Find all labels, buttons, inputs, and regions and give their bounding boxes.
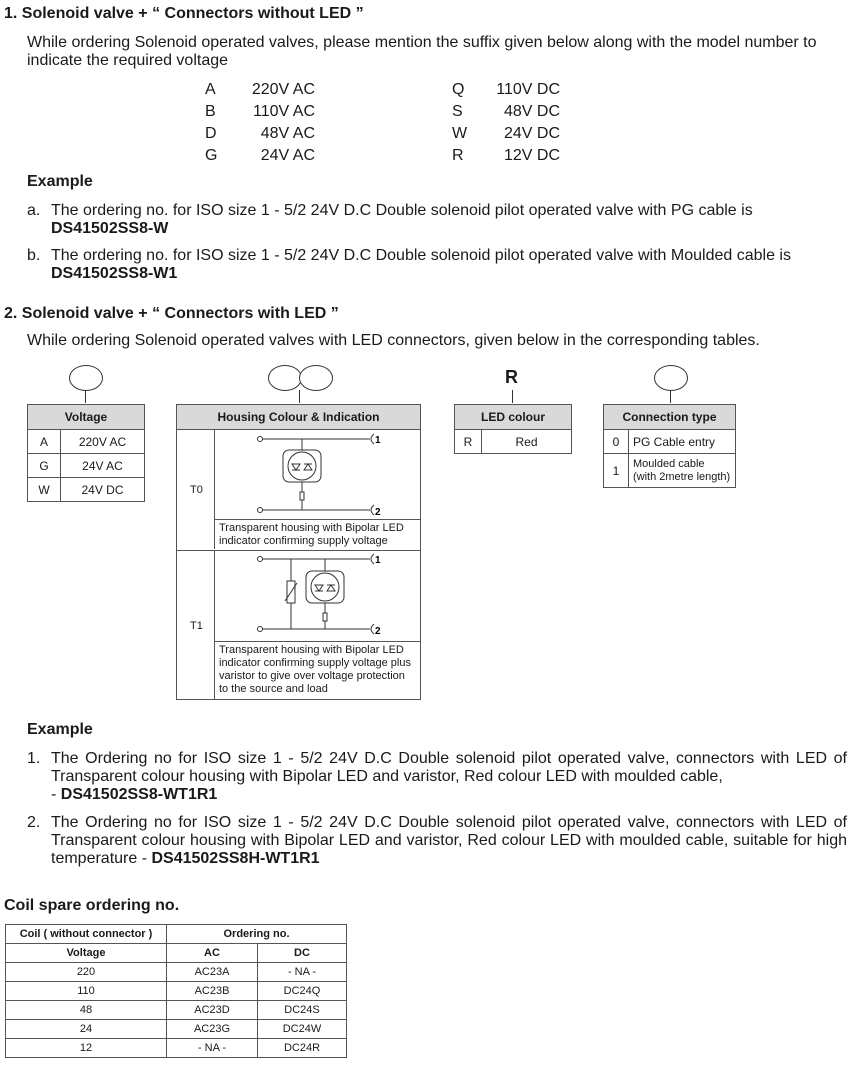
table-row: 24 AC23G DC24W (6, 1020, 347, 1039)
code-placeholder-circle (268, 365, 302, 391)
list-item: W 24V DC (452, 125, 560, 142)
voltage-list-right (452, 79, 560, 167)
voltage-list-left (205, 79, 323, 167)
column-header: DC (258, 944, 347, 963)
example-item-b: The ordering no. for ISO size 1 - 5/2 24V D.C Double solenoid pilot operated valve with Moulded cable is DS41502SS8-W1 (51, 247, 841, 283)
table-row: 220 AC23A - NA - (6, 963, 347, 982)
housing-table (176, 404, 421, 700)
terminal-label: 1 (375, 435, 381, 446)
table-title: Connection type (604, 405, 736, 430)
list-item: G 24V AC (205, 147, 315, 164)
column-header: Ordering no. (167, 925, 347, 944)
table-row: G 24V AC (28, 454, 145, 478)
column-header: Coil ( without connector ) (6, 925, 167, 944)
connector-line (299, 390, 300, 403)
housing-description: Transparent housing with Bipolar LED indicator confirming supply voltage (215, 519, 420, 550)
connector-line (85, 390, 86, 403)
ordering-code: DS41502SS8-W (51, 220, 169, 237)
table-row: 48 AC23D DC24S (6, 1001, 347, 1020)
table-row: 110 AC23B DC24Q (6, 982, 347, 1001)
list-item: S 48V DC (452, 103, 560, 120)
table-row: T1 (177, 551, 215, 699)
example-marker: 1. (27, 750, 41, 767)
column-header: AC (167, 944, 258, 963)
coil-heading: Coil spare ordering no. (4, 897, 180, 914)
table-title: Voltage (28, 405, 145, 430)
led-colour-table (454, 404, 572, 454)
table-row: R Red (455, 430, 572, 454)
example-marker: 2. (27, 814, 41, 831)
example-marker: a. (27, 202, 41, 219)
example-marker: b. (27, 247, 41, 264)
table-row: T0 (177, 430, 215, 549)
example-item-a: The ordering no. for ISO size 1 - 5/2 24V D.C Double solenoid pilot operated valve with PG cable is DS41502SS8-W (51, 202, 841, 238)
voltage-table (27, 404, 145, 502)
table-row: A 220V AC (28, 430, 145, 454)
connector-line (670, 390, 671, 403)
code-placeholder-circle (654, 365, 688, 391)
table-title: LED colour (455, 405, 572, 430)
example-item-2: The Ordering no for ISO size 1 - 5/2 24V D.C Double solenoid pilot operated valve, connectors with LED of Transparent colour housing with Bipolar LED and varistor, Red colour LED with moulded cable, suitable for high temperature - DS41502SS8H-WT1R1 (51, 814, 847, 867)
t0-circuit-diagram (215, 430, 420, 520)
example-item-1: The Ordering no for ISO size 1 - 5/2 24V D.C Double solenoid pilot operated valve, connectors with LED of Transparent colour housing with Bipolar LED and varistor, Red colour LED with moulded cable, - DS41502SS8-WT1R1 (51, 750, 847, 803)
section2-heading: 2. Solenoid valve + “ Connectors with LED ” (4, 305, 339, 322)
ordering-code: DS41502SS8-W1 (51, 265, 178, 282)
ordering-code: DS41502SS8H-WT1R1 (151, 850, 320, 867)
example-heading-1: Example (27, 173, 93, 190)
ordering-code: DS41502SS8-WT1R1 (60, 786, 218, 803)
code-placeholder-circle (69, 365, 103, 391)
code-placeholder-circle (299, 365, 333, 391)
connector-line (512, 390, 513, 403)
table-row: 1 Moulded cable (with 2metre length) (604, 454, 736, 488)
section1-intro: While ordering Solenoid operated valves, please mention the suffix given below along with the model number to indicate the required voltage (27, 34, 817, 69)
led-code-marker: R (505, 367, 518, 387)
terminal-label: 2 (375, 626, 381, 637)
table-title: Housing Colour & Indication (177, 405, 420, 430)
list-item: Q 110V DC (452, 81, 560, 98)
coil-table (5, 924, 347, 1058)
table-row: W 24V DC (28, 478, 145, 502)
table-row: 0 PG Cable entry (604, 430, 736, 454)
list-item: R 12V DC (452, 147, 560, 164)
section1-heading: 1. Solenoid valve + “ Connectors without LED ” (4, 5, 364, 22)
terminal-label: 1 (375, 555, 381, 566)
column-header: Voltage (6, 944, 167, 963)
housing-description: Transparent housing with Bipolar LED indicator confirming supply voltage plus varistor to give over voltage protection to the source and load (215, 641, 420, 699)
connection-type-table (603, 404, 736, 488)
list-item: A 220V AC (205, 81, 315, 98)
example-heading-2: Example (27, 721, 93, 738)
section2-intro: While ordering Solenoid operated valves with LED connectors, given below in the corresponding tables. (27, 332, 760, 349)
t1-circuit-diagram (215, 551, 420, 641)
terminal-label: 2 (375, 507, 381, 518)
list-item: D 48V AC (205, 125, 315, 142)
list-item: B 110V AC (205, 103, 315, 120)
table-row: 12 - NA - DC24R (6, 1039, 347, 1058)
